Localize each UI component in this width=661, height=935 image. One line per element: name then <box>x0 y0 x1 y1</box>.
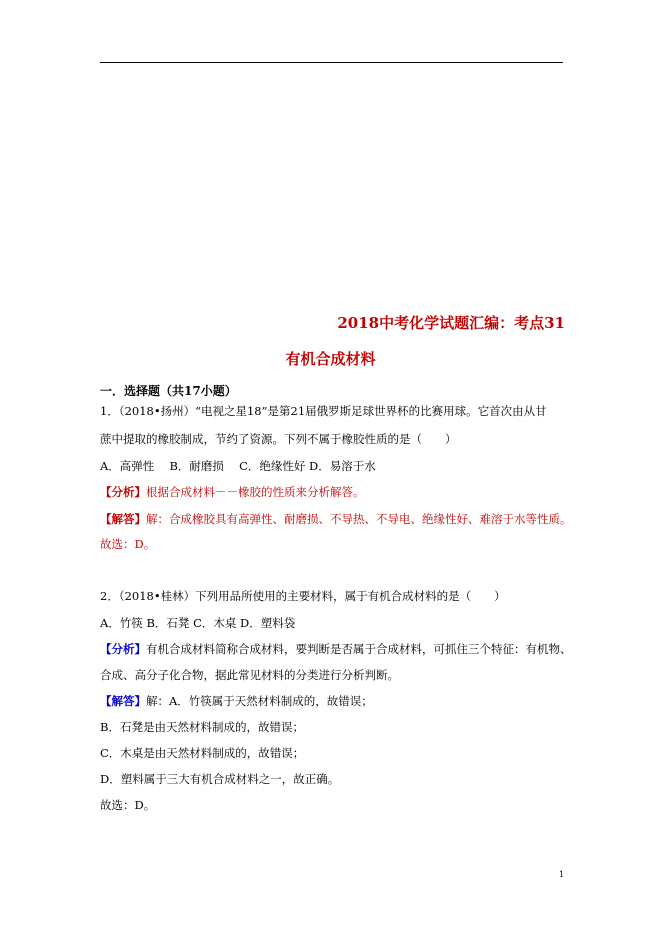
q1-answer <box>100 511 572 527</box>
q1-stem-line1: 1．（2018•扬州）“电视之星18”是第21届俄罗斯足球世界杯的比赛用球。它首次由从甘 <box>100 404 547 418</box>
q2-answer-a <box>100 693 373 709</box>
q2-answer-a-text: 解：A．竹筷属于天然材料制成的，故错误； <box>146 694 373 708</box>
document-subtitle: 有机合成材料 <box>285 350 376 368</box>
q1-answer-text: 解：合成橡胶具有高弹性、耐磨损、不导热、不导电、绝缘性好、难溶于水等性质。 <box>146 512 572 526</box>
q2-answer-c: C．木桌是由天然材料制成的，故错误； <box>100 746 305 760</box>
q2-choice: 故选：D。 <box>100 798 156 812</box>
section-heading: 一．选择题（共17小题） <box>100 384 237 398</box>
q2-analysis-tag: 【分析】 <box>100 642 146 656</box>
q1-analysis-text: 根据合成材料－－橡胶的性质来分析解答。 <box>146 485 365 499</box>
q1-analysis-tag: 【分析】 <box>100 485 146 499</box>
q1-options: A．高弹性 B．耐磨损 C．绝缘性好 D．易溶于水 <box>100 459 376 473</box>
header-rule <box>100 62 563 63</box>
q2-analysis-line2: 合成、高分子化合物，据此常见材料的分类进行分析判断。 <box>100 668 399 682</box>
q1-stem-line2: 蔗中提取的橡胶制成，节约了资源。下列不属于橡胶性质的是（ ） <box>100 432 457 446</box>
page-number: 1 <box>559 870 565 879</box>
q2-options: A．竹筷 B．石凳 C．木桌 D．塑料袋 <box>100 616 296 630</box>
q2-analysis-text: 有机合成材料简称合成材料，要判断是否属于合成材料，可抓住三个特征：有机物、 <box>146 642 572 656</box>
q1-analysis <box>100 484 365 500</box>
q1-choice: 故选：D。 <box>100 537 156 551</box>
q2-answer-b: B．石凳是由天然材料制成的，故错误； <box>100 720 304 734</box>
q2-answer-tag: 【解答】 <box>100 694 146 708</box>
q2-stem: 2．（2018•桂林）下列用品所使用的主要材料，属于有机合成材料的是（ ） <box>100 589 506 603</box>
q2-answer-d: D．塑料属于三大有机合成材料之一，故正确。 <box>100 772 340 786</box>
q1-answer-tag: 【解答】 <box>100 512 146 526</box>
document-title: 2018中考化学试题汇编：考点31 <box>337 314 565 332</box>
q2-analysis-line1 <box>100 641 572 657</box>
